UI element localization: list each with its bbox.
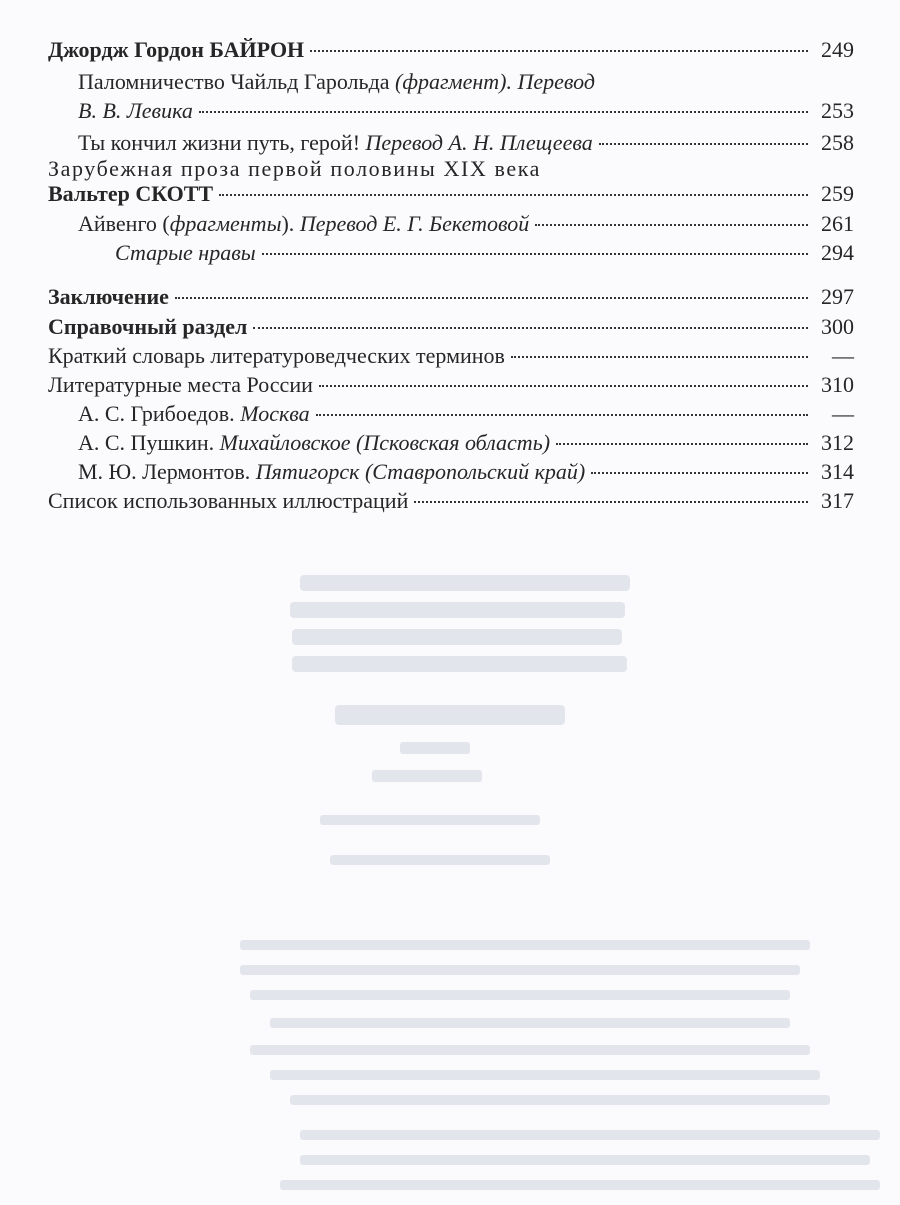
- toc-entry-glossary: [48, 340, 854, 372]
- page-number: 249: [821, 37, 854, 62]
- dot-leader: [253, 327, 808, 329]
- page-number: 259: [821, 181, 854, 206]
- page-number: 294: [821, 240, 854, 265]
- work-title: Ты кончил жизни путь, герой!: [78, 130, 361, 155]
- entry-title: Краткий словарь литературоведческих терминов: [48, 343, 505, 368]
- punctuation: ).: [281, 211, 295, 236]
- dot-leader: [175, 297, 808, 299]
- chapter-title: Старые нравы: [115, 240, 256, 265]
- dot-leader: [219, 194, 808, 196]
- translator: Перевод А. Н. Плещеева: [365, 130, 593, 155]
- show-through-texture: [0, 530, 900, 1200]
- page-number: —: [832, 401, 854, 426]
- entry-title: Список использованных иллюстраций: [48, 488, 409, 513]
- author-name: Джордж Гордон БАЙРОН: [48, 37, 305, 62]
- dot-leader: [556, 443, 808, 445]
- place-name: Михайловское (Псковская область): [219, 430, 551, 455]
- page-number: 300: [821, 314, 854, 339]
- translator: Перевод Е. Г. Бекетовой: [299, 211, 530, 236]
- dot-leader: [591, 472, 808, 474]
- toc-entry-lermontov: [78, 456, 854, 488]
- author-name: Вальтер СКОТТ: [48, 181, 214, 206]
- toc-entry-pushkin: [78, 427, 854, 459]
- page-number: 297: [821, 284, 854, 309]
- place-name: Москва: [240, 401, 310, 426]
- translator: В. В. Левика: [78, 98, 193, 123]
- entry-author: А. С. Пушкин.: [78, 430, 215, 455]
- work-title: Паломничество Чайльд Гарольда: [78, 69, 390, 94]
- entry-title: Литературные места России: [48, 372, 313, 397]
- dot-leader: [511, 356, 808, 358]
- dot-leader: [599, 143, 808, 145]
- page-number: 314: [821, 459, 854, 484]
- dot-leader: [262, 253, 808, 255]
- toc-entry-illustrations: [48, 485, 854, 517]
- toc-entry-scott: [48, 178, 854, 210]
- toc-entry-childe-harold: [78, 66, 854, 98]
- entry-author: М. Ю. Лермонтов.: [78, 459, 251, 484]
- page-number: —: [832, 343, 854, 368]
- page-number: 258: [821, 130, 854, 155]
- section-title: Справочный раздел: [48, 314, 248, 339]
- toc-entry-byron: [48, 34, 854, 66]
- toc-entry-conclusion: [48, 281, 854, 313]
- dot-leader: [414, 501, 808, 503]
- section-heading: Зарубежная проза первой половины XIX века: [48, 156, 542, 181]
- entry-author: А. С. Грибоедов.: [78, 401, 235, 426]
- dot-leader: [199, 111, 808, 113]
- dot-leader: [310, 50, 808, 52]
- toc-entry-old-customs: [115, 237, 854, 269]
- work-note: фрагменты: [169, 211, 282, 236]
- section-title: Заключение: [48, 284, 169, 309]
- toc-entry-ivanhoe: [78, 208, 854, 240]
- place-name: Пятигорск (Ставропольский край): [255, 459, 586, 484]
- dot-leader: [316, 414, 808, 416]
- page-number: 317: [821, 488, 854, 513]
- toc-entry-childe-harold-cont: [78, 95, 854, 127]
- page-number: 261: [821, 211, 854, 236]
- bleed-through-lines: [0, 530, 900, 1200]
- toc-entry-reference: [48, 311, 854, 343]
- work-note: (фрагмент). Перевод: [395, 69, 596, 94]
- work-title: Айвенго (: [78, 211, 170, 236]
- toc-entry-places: [48, 369, 854, 401]
- dot-leader: [319, 385, 808, 387]
- page-number: 253: [821, 98, 854, 123]
- toc-entry-griboedov: [78, 398, 854, 430]
- page-number: 310: [821, 372, 854, 397]
- dot-leader: [535, 224, 808, 226]
- page-number: 312: [821, 430, 854, 455]
